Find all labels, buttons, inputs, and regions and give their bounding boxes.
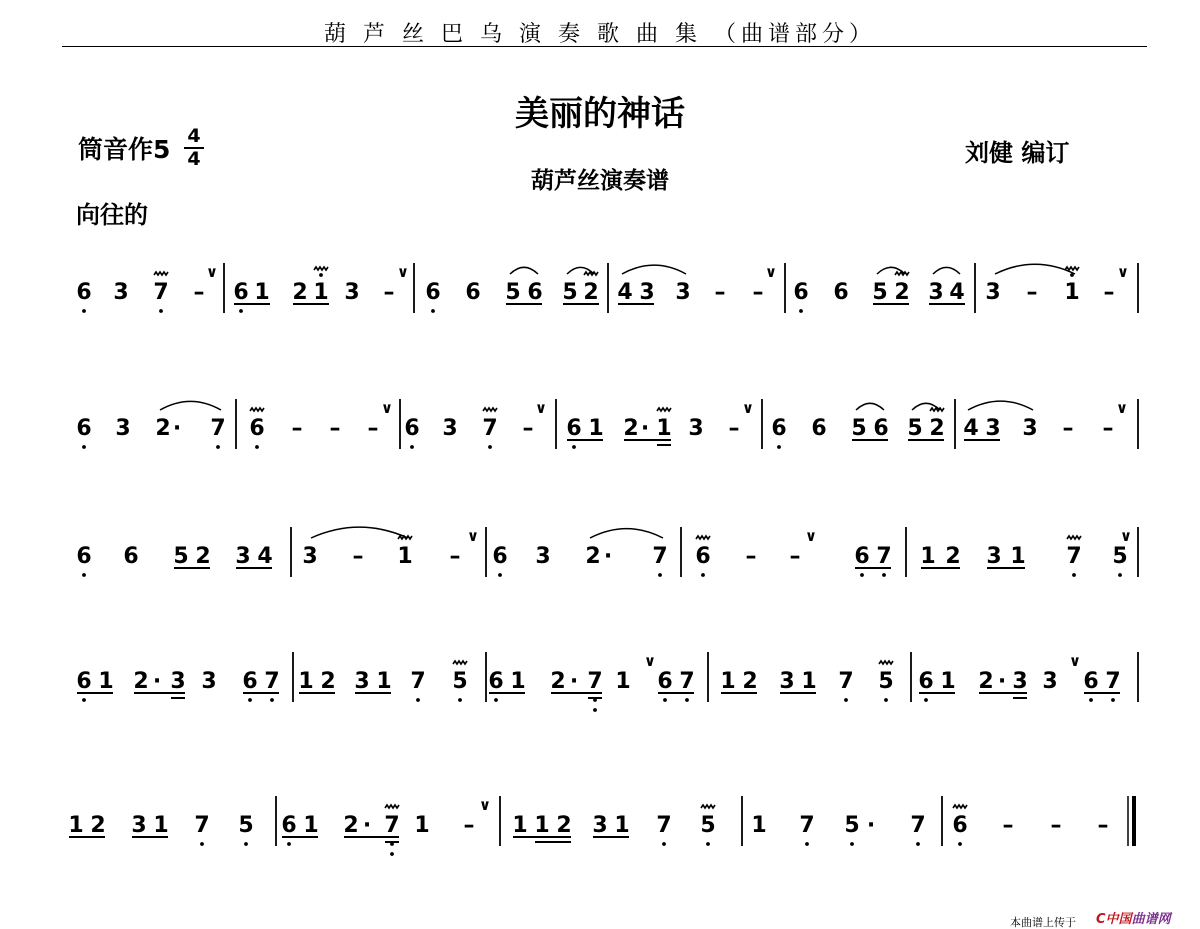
note: 1 <box>510 669 526 694</box>
low-octave-dot <box>82 698 86 702</box>
low-octave-dot <box>805 842 809 846</box>
low-octave-dot <box>494 698 498 702</box>
trill-mark <box>154 272 168 275</box>
note: 3 <box>639 280 655 305</box>
note: 6 <box>952 813 968 838</box>
low-octave-dot <box>593 708 597 712</box>
note: 7 <box>652 544 668 569</box>
dash-sustain: – <box>1062 416 1074 441</box>
note: 6 <box>76 280 92 305</box>
note: 3 <box>688 416 704 441</box>
note: 2 <box>978 669 994 694</box>
note: 2 <box>623 416 639 441</box>
dash-sustain: – <box>463 813 475 838</box>
note: 2 <box>133 669 149 694</box>
low-octave-dot <box>882 573 886 577</box>
note: 3 <box>201 669 217 694</box>
note: 6 <box>76 544 92 569</box>
dash-sustain: – <box>1026 280 1038 305</box>
note: 4 <box>257 544 273 569</box>
note: 2 <box>742 669 758 694</box>
low-octave-dot <box>488 445 492 449</box>
dash-sustain: – <box>1050 813 1062 838</box>
expression-marking: 向往的 <box>76 201 148 229</box>
low-octave-dot <box>924 698 928 702</box>
note: 1 <box>313 280 329 305</box>
dash-sustain: – <box>522 416 534 441</box>
arranger-credit: 刘健 编订 <box>965 139 1070 167</box>
augmentation-dot: · <box>152 669 162 694</box>
augmentation-dot: · <box>569 669 579 694</box>
note: 1 <box>376 669 392 694</box>
note: 7 <box>1105 669 1121 694</box>
note: 2 <box>320 669 336 694</box>
note: 1 <box>414 813 430 838</box>
book-header: 葫 芦 丝 巴 乌 演 奏 歌 曲 集 （曲谱部分） <box>324 22 876 47</box>
note: 2 <box>929 416 945 441</box>
note: 6 <box>695 544 711 569</box>
time-signature-numerator: 4 <box>184 127 204 149</box>
song-title: 美丽的神话 <box>515 94 685 134</box>
low-octave-dot <box>82 573 86 577</box>
upload-note: 本曲谱上传于 <box>1010 916 1076 929</box>
note: 5 <box>844 813 860 838</box>
note: 7 <box>838 669 854 694</box>
note: 5 <box>1112 544 1128 569</box>
slur <box>933 267 960 274</box>
note: 3 <box>779 669 795 694</box>
note: 1 <box>254 280 270 305</box>
note: 1 <box>512 813 528 838</box>
note: 7 <box>876 544 892 569</box>
time-signature-denominator: 4 <box>187 148 201 170</box>
low-octave-dot <box>850 842 854 846</box>
low-octave-dot <box>1111 698 1115 702</box>
site-logo-text-a: 中国 <box>1105 912 1132 927</box>
note: 2 <box>585 544 601 569</box>
note: 5 <box>872 280 888 305</box>
breath-mark: ∨ <box>1116 263 1130 281</box>
low-octave-dot <box>244 842 248 846</box>
breath-mark: ∨ <box>804 527 818 545</box>
dash-sustain: – <box>714 280 726 305</box>
note: 3 <box>986 544 1002 569</box>
note: 7 <box>656 813 672 838</box>
note: 1 <box>153 813 169 838</box>
low-octave-dot <box>572 445 576 449</box>
note: 2 <box>343 813 359 838</box>
trill-mark <box>483 408 497 411</box>
dash-sustain: – <box>329 416 341 441</box>
note: 1 <box>801 669 817 694</box>
note: 3 <box>113 280 129 305</box>
site-logo-text-b: 曲谱网 <box>1131 912 1171 927</box>
low-octave-dot <box>239 309 243 313</box>
note: 5 <box>505 280 521 305</box>
note: 1 <box>298 669 314 694</box>
low-octave-dot <box>159 309 163 313</box>
note: 7 <box>910 813 926 838</box>
augmentation-dot: · <box>640 416 650 441</box>
low-octave-dot <box>458 698 462 702</box>
dash-sustain: – <box>367 416 379 441</box>
note: 1 <box>534 813 550 838</box>
breath-mark: ∨ <box>534 399 548 417</box>
note: 2 <box>583 280 599 305</box>
trill-mark <box>895 272 909 275</box>
low-octave-dot <box>1118 573 1122 577</box>
low-octave-dot <box>916 842 920 846</box>
note: 7 <box>264 669 280 694</box>
note: 7 <box>1066 544 1082 569</box>
note: 5 <box>851 416 867 441</box>
note: 5 <box>878 669 894 694</box>
low-octave-dot <box>287 842 291 846</box>
note: 6 <box>657 669 673 694</box>
note: 3 <box>354 669 370 694</box>
note: 7 <box>799 813 815 838</box>
note: 2 <box>90 813 106 838</box>
note: 2 <box>556 813 572 838</box>
low-octave-dot <box>663 698 667 702</box>
note: 3 <box>1042 669 1058 694</box>
breath-mark: ∨ <box>741 399 755 417</box>
note: 6 <box>76 669 92 694</box>
dash-sustain: – <box>789 544 801 569</box>
low-octave-dot <box>658 573 662 577</box>
dash-sustain: – <box>383 280 395 305</box>
note: 6 <box>527 280 543 305</box>
augmentation-dot: · <box>997 669 1007 694</box>
trill-mark <box>953 805 967 808</box>
note: 1 <box>1064 280 1080 305</box>
low-octave-dot <box>410 445 414 449</box>
note: 1 <box>303 813 319 838</box>
low-octave-dot <box>706 842 710 846</box>
note: 6 <box>242 669 258 694</box>
low-octave-dot <box>200 842 204 846</box>
low-octave-dot <box>431 309 435 313</box>
slur <box>968 401 1033 410</box>
note: 3 <box>1022 416 1038 441</box>
note: 3 <box>115 416 131 441</box>
low-octave-dot <box>777 445 781 449</box>
slur <box>311 527 408 538</box>
low-octave-dot <box>884 698 888 702</box>
note: 3 <box>131 813 147 838</box>
note: 1 <box>614 813 630 838</box>
low-octave-dot <box>844 698 848 702</box>
note: 6 <box>833 280 849 305</box>
note: 6 <box>404 416 420 441</box>
score-subtitle: 葫芦丝演奏谱 <box>531 168 669 194</box>
note: 5 <box>452 669 468 694</box>
low-octave-dot <box>958 842 962 846</box>
note: 2 <box>894 280 910 305</box>
breath-mark: ∨ <box>205 263 219 281</box>
low-octave-dot <box>1072 573 1076 577</box>
slur <box>160 401 221 410</box>
note: 6 <box>281 813 297 838</box>
note: 2 <box>945 544 961 569</box>
note: 1 <box>720 669 736 694</box>
dash-sustain: – <box>352 544 364 569</box>
note: 7 <box>587 669 603 694</box>
dash-sustain: – <box>752 280 764 305</box>
note: 6 <box>123 544 139 569</box>
note: 4 <box>617 280 633 305</box>
trill-mark <box>879 661 893 664</box>
note: 2 <box>292 280 308 305</box>
trill-mark <box>250 408 264 411</box>
dash-sustain: – <box>745 544 757 569</box>
dash-sustain: – <box>1002 813 1014 838</box>
note: 6 <box>492 544 508 569</box>
note: 1 <box>656 416 672 441</box>
trill-mark <box>696 536 710 539</box>
trill-mark <box>701 805 715 808</box>
breath-mark: ∨ <box>1119 527 1133 545</box>
dash-sustain: – <box>1103 280 1115 305</box>
dash-sustain: – <box>193 280 205 305</box>
breath-mark: ∨ <box>396 263 410 281</box>
note: 3 <box>592 813 608 838</box>
note: 3 <box>442 416 458 441</box>
note: 2 <box>550 669 566 694</box>
breath-mark: ∨ <box>380 399 394 417</box>
high-octave-dot <box>319 273 323 277</box>
note: 3 <box>302 544 318 569</box>
breath-mark: ∨ <box>643 652 657 670</box>
site-logo-mark: C <box>1096 912 1106 927</box>
trill-mark <box>930 408 944 411</box>
note: 2 <box>155 416 171 441</box>
note: 3 <box>985 416 1001 441</box>
note: 1 <box>751 813 767 838</box>
trill-mark <box>657 408 671 411</box>
note: 1 <box>588 416 604 441</box>
dash-sustain: – <box>1102 416 1114 441</box>
note: 6 <box>771 416 787 441</box>
note: 3 <box>985 280 1001 305</box>
note: 6 <box>249 416 265 441</box>
note: 1 <box>615 669 631 694</box>
note: 6 <box>1083 669 1099 694</box>
note: 6 <box>488 669 504 694</box>
dash-sustain: – <box>449 544 461 569</box>
note: 3 <box>235 544 251 569</box>
note: 3 <box>535 544 551 569</box>
low-octave-dot <box>685 698 689 702</box>
trill-mark <box>1065 267 1079 270</box>
augmentation-dot: · <box>866 813 876 838</box>
slur <box>510 267 538 274</box>
dash-sustain: – <box>291 416 303 441</box>
low-octave-dot <box>82 445 86 449</box>
note: 5 <box>907 416 923 441</box>
note: 2 <box>195 544 211 569</box>
breath-mark: ∨ <box>1068 652 1082 670</box>
note: 6 <box>566 416 582 441</box>
trill-mark <box>584 272 598 275</box>
trill-mark <box>1067 536 1081 539</box>
note: 4 <box>963 416 979 441</box>
note: 1 <box>98 669 114 694</box>
note: 7 <box>482 416 498 441</box>
note: 6 <box>233 280 249 305</box>
breath-mark: ∨ <box>466 527 480 545</box>
low-octave-dot <box>248 698 252 702</box>
low-octave-dot <box>270 698 274 702</box>
slur <box>622 265 686 274</box>
note: 5 <box>238 813 254 838</box>
augmentation-dot: · <box>362 813 372 838</box>
note: 6 <box>76 416 92 441</box>
note: 6 <box>811 416 827 441</box>
note: 6 <box>873 416 889 441</box>
note: 7 <box>153 280 169 305</box>
low-octave-dot <box>701 573 705 577</box>
low-octave-dot <box>1089 698 1093 702</box>
note: 4 <box>949 280 965 305</box>
low-octave-dot <box>216 445 220 449</box>
note: 1 <box>1010 544 1026 569</box>
breath-mark: ∨ <box>478 796 492 814</box>
note: 6 <box>425 280 441 305</box>
note: 3 <box>675 280 691 305</box>
key-signature: 筒音作5 <box>78 135 171 164</box>
note: 7 <box>410 669 426 694</box>
note: 3 <box>1012 669 1028 694</box>
note: 6 <box>793 280 809 305</box>
slur <box>590 529 663 538</box>
note: 6 <box>918 669 934 694</box>
note: 5 <box>173 544 189 569</box>
note: 3 <box>170 669 186 694</box>
dash-sustain: – <box>728 416 740 441</box>
slur <box>856 403 884 410</box>
note: 1 <box>940 669 956 694</box>
low-octave-dot <box>799 309 803 313</box>
breath-mark: ∨ <box>1115 399 1129 417</box>
note: 1 <box>68 813 84 838</box>
note: 3 <box>928 280 944 305</box>
note: 7 <box>679 669 695 694</box>
dash-sustain: – <box>1097 813 1109 838</box>
low-octave-dot <box>255 445 259 449</box>
note: 5 <box>700 813 716 838</box>
augmentation-dot: · <box>172 416 182 441</box>
site-logo <box>1096 913 1171 926</box>
note: 3 <box>344 280 360 305</box>
low-octave-dot <box>860 573 864 577</box>
low-octave-dot <box>498 573 502 577</box>
note: 7 <box>384 813 400 838</box>
low-octave-dot <box>416 698 420 702</box>
note: 1 <box>397 544 413 569</box>
low-octave-dot <box>662 842 666 846</box>
trill-mark <box>453 661 467 664</box>
low-octave-dot <box>390 852 394 856</box>
augmentation-dot: · <box>603 544 613 569</box>
note: 6 <box>465 280 481 305</box>
note: 7 <box>210 416 226 441</box>
note: 1 <box>920 544 936 569</box>
breath-mark: ∨ <box>764 263 778 281</box>
slur <box>995 264 1075 274</box>
note: 7 <box>194 813 210 838</box>
trill-mark <box>385 805 399 808</box>
note: 6 <box>854 544 870 569</box>
trill-mark <box>314 267 328 270</box>
low-octave-dot <box>82 309 86 313</box>
note: 5 <box>562 280 578 305</box>
